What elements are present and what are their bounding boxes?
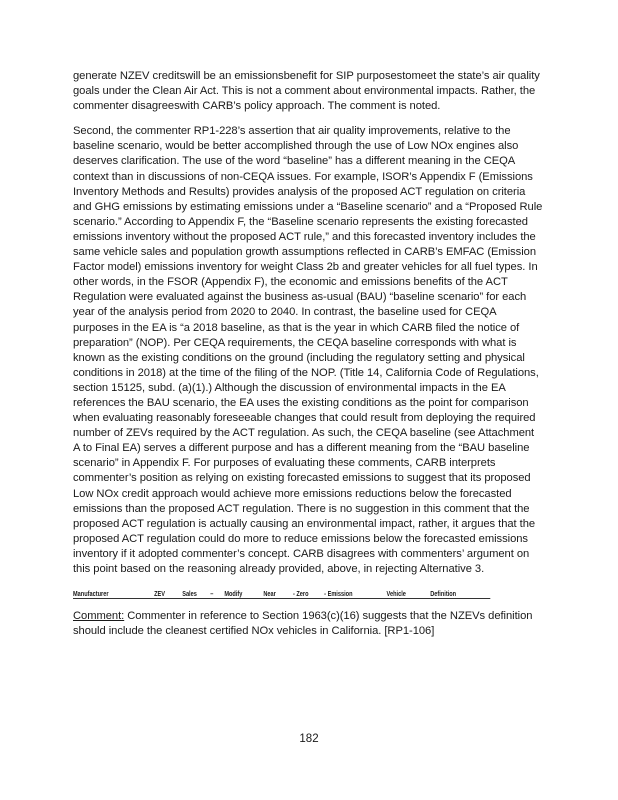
header-manufacturer: Manufacturer (73, 589, 109, 599)
header-definition: Definition (430, 589, 457, 599)
comment-text: Commenter in reference to Section 1963(c)(16) suggests that the NZEVs definition should include the cleanest certified NOx vehicles in California. [RP1-106] (73, 610, 533, 638)
paragraph-2: Second, the commenter RP1-228’s assertion that air quality improvements, relative to the baseline scenario, would be better accomplished through the use of Low NOx engines also deserves clarification. The use of the word “baseline” has a different meaning in the CEQA context than in discussions of non-CEQA issues. For example, ISOR’s Appendix F (Emissions Inventory Methods and Results) provides analysis of the proposed ACT regulation on criteria and GHG emissions by estimating emissions under a “Baseline scenario” and a “Proposed Rule scenario.” According to Appendix F, the “Baseline scenario represents the existing forecasted emissions inventory without the proposed ACT rule,” and this forecasted inventory includes the same vehicle sales and population growth assumptions reflected in CARB’s EMFAC (Emission Factor model) emissions inventory for weight Class 2b and greater vehicles for all fuel types. In other words, in the FSOR (Appendix F), the economic and emissions benefits of the ACT Regulation were evaluated against the business as-usual (BAU) “baseline scenario” for each year of the analysis period from 2020 to 2040. In contrast, the baseline used for CEQA purposes in the EA is “a 2018 baseline, as that is the year in which CARB filed the notice of preparation” (NOP). Per CEQA requirements, the CEQA baseline corresponds with what is known as the existing conditions on the ground (including the regulatory setting and physical conditions in 2018) at the time of the filing of the NOP. (Title 14, California Code of Regulations, section 15125, subd. (a)(1).) Although the discussion of environmental impacts in the EA references the BAU scenario, the EA uses the existing conditions as the point for comparison when evaluating reasonably foreseeable changes that could result from deploying the required number of ZEVs required by the ACT regulation. As such, the CEQA baseline (see Attachment A to Final EA) serves a different purpose and has a different meaning from the “BAU baseline scenario” in Appendix F. For purposes of evaluating these comments, CARB interprets commenter’s position as relying on existing forecasted emissions to suggest that its proposed Low NOx credit approach would achieve more emissions reductions below the forecasted emissions than the proposed ACT regulation. There is no suggestion in this comment that the proposed ACT regulation is actually causing an environmental impact, rather, it argues that the proposed ACT regulation could do more to reduce emissions below the forecasted emissions inventory if it adopted commenter’s concept. CARB disagrees with commenters’ argument on this point based on the reasoning already provided, above, in rejecting Alternative 3. (73, 125, 543, 575)
header-dash: – (210, 589, 214, 599)
page-number: 182 (299, 733, 319, 745)
document-body (73, 69, 543, 649)
paragraph-1: generate NZEV creditswill be an emissionsbenefit for SIP purposestomeet the state’s air quality goals under the Clean Air Act. This is not a comment about environmental impacts. Rather, the commenter disagreeswith CARB’s policy approach. The comment is noted. (73, 70, 540, 113)
header-modify: Modify (224, 589, 243, 599)
table-header (73, 586, 490, 599)
header-zero: - Zero (292, 589, 309, 599)
header-near: Near (263, 589, 276, 599)
header-emission: - Emission (324, 589, 353, 599)
comment-paragraph (73, 609, 543, 639)
header-zev: ZEV (154, 589, 166, 599)
comment-label: Comment: (73, 610, 125, 623)
header-vehicle: Vehicle (386, 589, 406, 599)
header-sales: Sales (182, 589, 197, 599)
